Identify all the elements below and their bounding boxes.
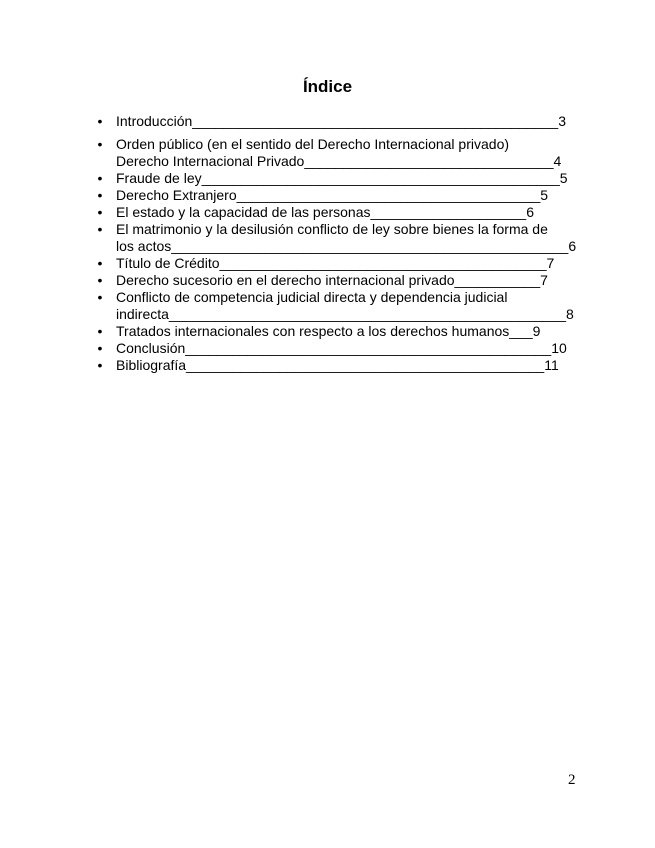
toc-entry-text: Tratados internacionales con respecto a los derechos humanos___9: [116, 323, 541, 339]
toc-item-estado-capacidad: [96, 204, 586, 221]
toc-entry-text: Bibliografía______________________________________________11: [116, 357, 559, 373]
toc-entry-text: Fraude de ley______________________________________________5: [116, 170, 568, 186]
bullet-icon: •: [97, 113, 103, 129]
toc-item-tratados: [96, 323, 586, 340]
bullet-icon: •: [97, 289, 103, 305]
bullet-icon: •: [97, 170, 103, 186]
toc-entry-text: El estado y la capacidad de las personas____________________6: [116, 204, 535, 220]
toc-item-introduccion: [96, 113, 586, 130]
toc-item-fraude-de-ley: [96, 170, 586, 187]
toc-entry-text: Introducción_______________________________________________3: [116, 113, 567, 129]
bullet-icon: •: [97, 221, 103, 237]
bullet-icon: •: [97, 187, 103, 203]
bullet-icon: •: [97, 357, 103, 373]
bullet-icon: •: [97, 255, 103, 271]
toc-item-bibliografia: [96, 357, 586, 374]
toc-item-matrimonio: [96, 221, 586, 255]
table-of-contents: [96, 113, 586, 374]
bullet-icon: •: [97, 323, 103, 339]
toc-entry-text: El matrimonio y la desilusión conflicto de ley sobre bienes la forma de los actos___________________________________________________6: [116, 221, 577, 254]
toc-item-conclusion: [96, 340, 586, 357]
bullet-icon: •: [97, 136, 103, 152]
toc-item-derecho-extranjero: [96, 187, 586, 204]
toc-entry-text: Título de Crédito__________________________________________7: [116, 255, 555, 271]
bullet-icon: •: [97, 272, 103, 288]
toc-item-orden-publico: [96, 136, 586, 170]
toc-entry-text: Derecho sucesorio en el derecho internacional privado___________7: [116, 272, 548, 288]
toc-item-titulo-de-credito: [96, 255, 586, 272]
bullet-icon: •: [97, 204, 103, 220]
bullet-icon: •: [97, 340, 103, 356]
toc-entry-text: Conflicto de competencia judicial directa y dependencia judicial indirecta___________________________________________________8: [116, 289, 574, 322]
toc-entry-text: Derecho Extranjero_______________________________________5: [116, 187, 549, 203]
page-title: Índice: [302, 77, 353, 96]
toc-entry-text: Conclusión_______________________________________________10: [116, 340, 567, 356]
page-number: 2: [568, 772, 576, 788]
toc-entry-text: Orden público (en el sentido del Derecho Internacional privado) Derecho Internacional Privado________________________________4: [116, 136, 562, 169]
toc-item-derecho-sucesorio: [96, 272, 586, 289]
toc-item-conflicto-competencia: [96, 289, 586, 323]
